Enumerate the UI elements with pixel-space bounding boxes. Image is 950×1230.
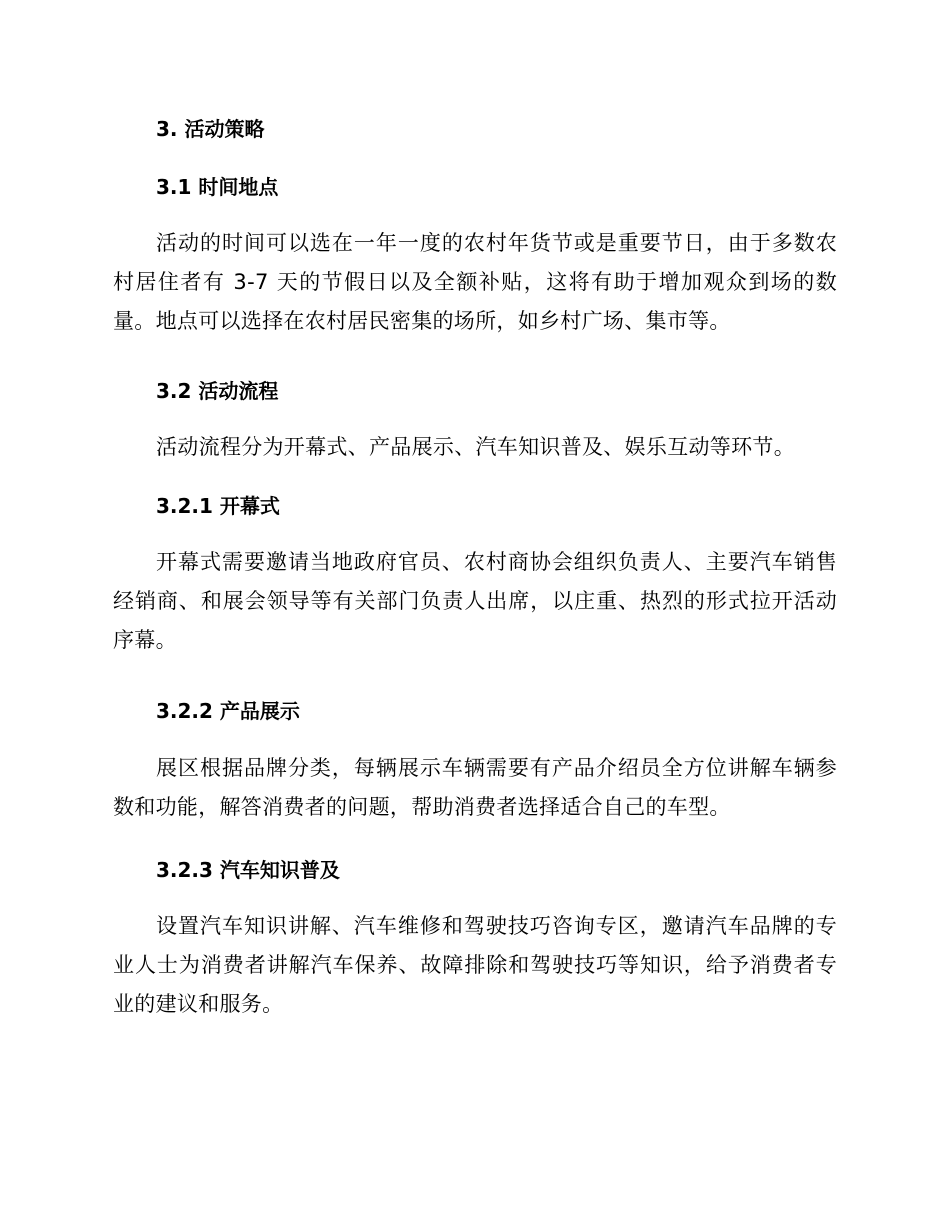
body-paragraph: 展区根据品牌分类，每辆展示车辆需要有产品介绍员全方位讲解车辆参数和功能，解答消费者的问题，帮助消费者选择适合自己的车型。 — [113, 756, 837, 819]
section-heading: 3.2 活动流程 — [156, 379, 279, 403]
body-paragraph: 开幕式需要邀请当地政府官员、农村商协会组织负责人、主要汽车销售经销商、和展会领导等有关部门负责人出席，以庄重、热烈的形式拉开活动序幕。 — [113, 550, 837, 652]
section-heading: 3.1 时间地点 — [156, 175, 279, 199]
section-heading: 3.2.2 产品展示 — [156, 699, 300, 723]
body-paragraph: 活动的时间可以选在一年一度的农村年货节或是重要节日，由于多数农村居住者有 3-7 天的节假日以及全额补贴，这将有助于增加观众到场的数量。地点可以选择在农村居民密集的场所，如乡村广场、集市等。 — [113, 231, 837, 333]
section-heading: 3.2.3 汽车知识普及 — [156, 858, 340, 882]
body-paragraph: 设置汽车知识讲解、汽车维修和驾驶技巧咨询专区，邀请汽车品牌的专业人士为消费者讲解汽车保养、故障排除和驾驶技巧等知识，给予消费者专业的建议和服务。 — [113, 914, 837, 1016]
section-heading: 3.2.1 开幕式 — [156, 494, 280, 518]
section-heading: 3. 活动策略 — [156, 117, 265, 141]
body-paragraph: 活动流程分为开幕式、产品展示、汽车知识普及、娱乐互动等环节。 — [156, 435, 795, 459]
